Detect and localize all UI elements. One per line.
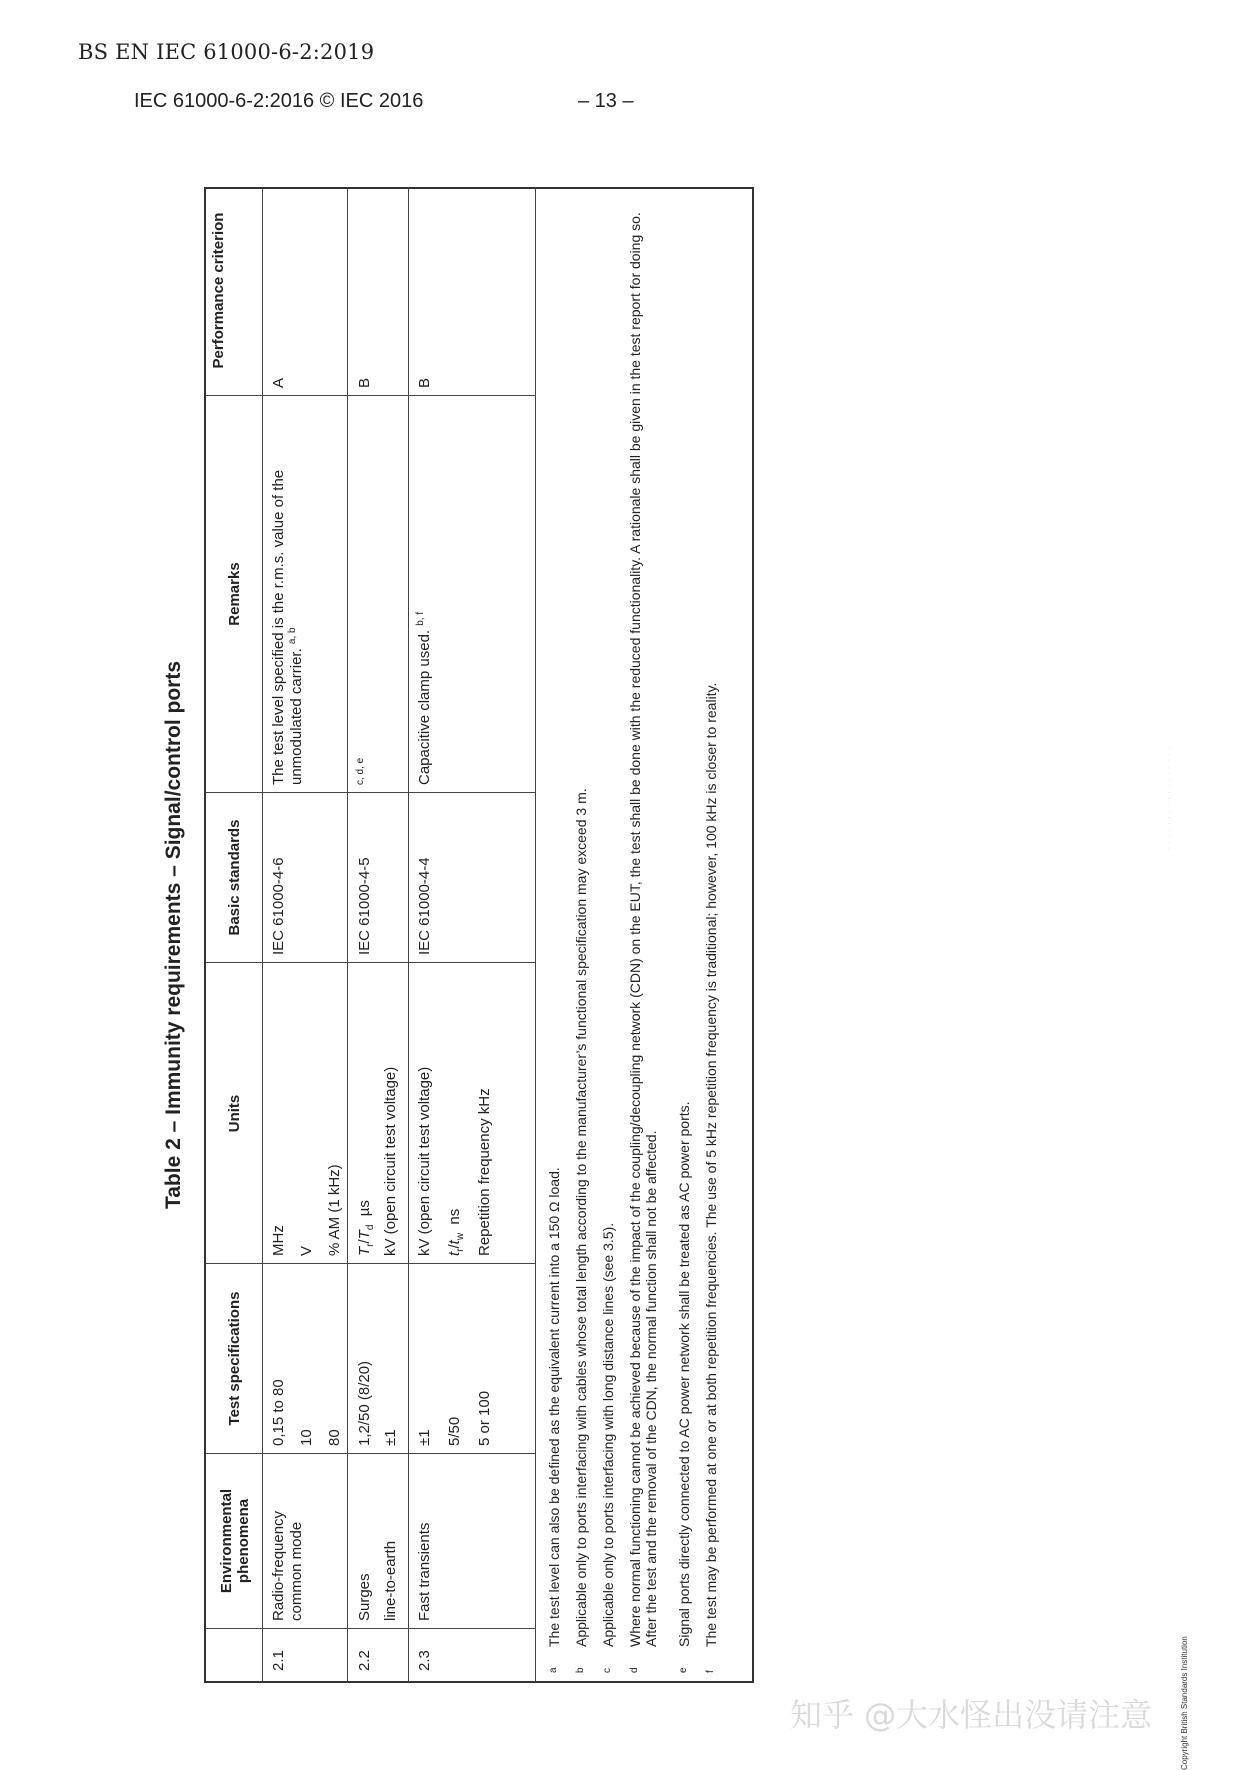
spec-value: 80	[326, 1429, 343, 1446]
criterion-cell: B	[356, 377, 373, 388]
row-divider	[347, 189, 348, 1681]
footnote-ref: b, f	[415, 611, 426, 626]
column-divider	[206, 395, 535, 396]
footnote-text: Applicable only to ports interfacing with cables whose total length according to the manufacturer’s functional specification may exceed 3 m.	[573, 788, 589, 1647]
standard-title: BS EN IEC 61000-6-2:2019	[78, 40, 375, 64]
column-divider	[206, 792, 535, 793]
header-row-divider	[262, 189, 263, 1681]
units-value: kV (open circuit test voltage)	[382, 1066, 399, 1256]
spec-value: 10	[298, 1429, 315, 1446]
footnote-text: Applicable only to ports interfacing with long distance lines (see 3.5).	[600, 1222, 616, 1647]
header-reference: IEC 61000-6-2:2016 © IEC 2016	[134, 90, 424, 112]
remarks-cell	[416, 612, 434, 785]
footnote-ref: c, d, e	[355, 757, 366, 785]
page-number: – 13 –	[578, 90, 634, 112]
units-value: Repetition frequency kHz	[476, 1088, 493, 1256]
units-value: % AM (1 kHz)	[326, 1164, 343, 1256]
units-unit: ns	[446, 1208, 463, 1225]
footnote-text: Signal ports directly connected to AC power network shall be treated as AC power ports.	[676, 1101, 692, 1647]
units-value: MHz	[270, 1225, 287, 1256]
footnote-letter: d	[629, 1667, 640, 1673]
spec-value: 0,15 to 80	[270, 1379, 287, 1446]
criterion-cell: B	[416, 377, 433, 388]
phenomena-cell: Fast transients	[416, 1522, 433, 1621]
header-basic-standards: Basic standards	[226, 819, 243, 936]
basic-standard-cell: IEC 61000-4-4	[416, 857, 433, 955]
remarks-cell	[270, 410, 306, 785]
footnote-text: Where normal functioning cannot be achieved because of the impact of the coupling/decoupling network (CDN) on the EUT, the test shall be done with the reduced functionality. A rationale shall be given in the test report for doing so. After the test and the removal of the CDN, the normal function shall not be affected.	[627, 212, 659, 1647]
phenomena-cell: Surges	[356, 1573, 373, 1621]
spec-value: 5/50	[446, 1416, 463, 1446]
units-value: $t_r/t_w$ ns	[446, 1208, 466, 1256]
copyright-notice: Copyright British Standards Institution	[1180, 1636, 1189, 1770]
footnote-letter: a	[548, 1667, 559, 1673]
units-unit: µs	[356, 1200, 373, 1217]
row-number: 2.3	[416, 1650, 433, 1671]
column-divider	[206, 1263, 535, 1264]
phenomena-cell: Radio-frequency common mode	[270, 1510, 305, 1621]
faint-vertical-mark: · · · · · · · · · · · · · · · · ·	[1166, 746, 1173, 850]
footnote-letter: f	[705, 1670, 716, 1673]
footnote-text: The test may be performed at one or at both repetition frequencies. The use of 5 kHz repetition frequency is traditional; however, 100 kHz is closer to reality.	[703, 682, 719, 1647]
table-title: Table 2 – Immunity requirements – Signal/control ports	[162, 660, 185, 1210]
row-number: 2.1	[270, 1650, 287, 1671]
remarks-text: The test level specified is the r.m.s. value of the unmodulated carrier.	[270, 469, 305, 785]
footnote-text: The test level can also be defined as the equivalent current into a 150 Ω load.	[546, 1167, 562, 1647]
basic-standard-cell: IEC 61000-4-6	[270, 857, 287, 955]
spec-value: ±1	[416, 1429, 433, 1446]
units-value: kV (open circuit test voltage)	[416, 1066, 433, 1256]
header-test-spec: Test specifications	[226, 1291, 243, 1426]
units-value: $T_r/T_d$ µs	[356, 1200, 376, 1256]
units-value: V	[298, 1245, 315, 1256]
column-divider	[206, 1453, 535, 1454]
column-divider	[206, 962, 535, 963]
header-units: Units	[226, 1094, 243, 1133]
spec-value: 1,2/50 (8/20)	[356, 1360, 373, 1446]
spec-value: 5 or 100	[476, 1390, 493, 1446]
rotated-table-region	[150, 187, 750, 1683]
immunity-table	[204, 187, 754, 1683]
row-number: 2.2	[356, 1650, 373, 1671]
header-remarks: Remarks	[226, 562, 243, 626]
footnote-letter: c	[602, 1668, 613, 1673]
table-body-bottom	[535, 189, 536, 1681]
phenomena-subcell: line-to-earth	[382, 1540, 399, 1621]
row-divider	[408, 189, 409, 1681]
remarks-text: Capacitive clamp used.	[416, 629, 433, 785]
watermark: 知乎 @大水怪出没请注意	[790, 1696, 1153, 1734]
footnote-ref: a, b	[287, 627, 298, 645]
header-phenomena: Environmental phenomena	[218, 1488, 252, 1594]
spec-value: ±1	[382, 1429, 399, 1446]
basic-standard-cell: IEC 61000-4-5	[356, 857, 373, 955]
column-divider	[206, 1628, 535, 1629]
remarks-cell	[356, 758, 374, 785]
footnote-letter: b	[575, 1667, 586, 1673]
criterion-cell: A	[270, 377, 287, 388]
header-criterion: Performance criterion	[210, 212, 227, 369]
footnote-letter: e	[678, 1667, 689, 1673]
